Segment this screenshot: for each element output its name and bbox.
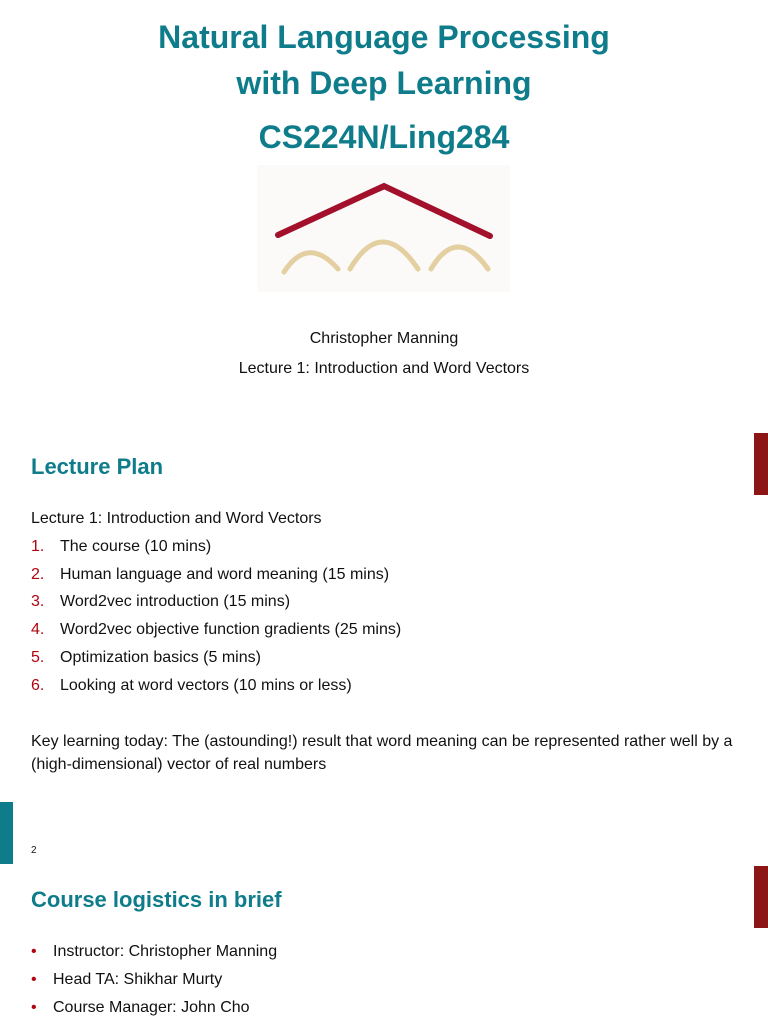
bullet-marker: • xyxy=(31,943,37,960)
plan-item xyxy=(31,564,389,586)
logo-roof xyxy=(278,186,490,236)
plan-item-text: Word2vec objective function gradients (25 mins) xyxy=(60,621,402,638)
lecture-plan-heading: Lecture Plan xyxy=(31,454,164,479)
logistics-item xyxy=(31,941,277,963)
author-name: Christopher Manning xyxy=(309,330,459,347)
course-title-line-1: Natural Language Processing xyxy=(158,19,610,55)
plan-item xyxy=(31,647,261,669)
plan-item-number: 6. xyxy=(31,677,45,694)
plan-item-number: 2. xyxy=(31,566,45,583)
logo-arch-graphic xyxy=(257,165,510,292)
plan-item-text: Human language and word meaning (15 mins) xyxy=(60,566,390,583)
lecture-subtitle: Lecture 1: Introduction and Word Vectors xyxy=(238,360,530,377)
bullet-marker: • xyxy=(31,971,37,988)
plan-item-number: 3. xyxy=(31,593,45,610)
course-code: CS224N/Ling284 xyxy=(258,119,510,155)
logistics-heading: Course logistics in brief xyxy=(31,887,282,912)
slide-accent-bar xyxy=(754,866,768,928)
stanford-logo xyxy=(257,165,510,292)
key-learning-text: Key learning today: The (astounding!) result that word meaning can be represented rather well by a (high-dimensional) vector of real numbers xyxy=(31,733,733,773)
plan-item xyxy=(31,536,211,558)
plan-item xyxy=(31,675,352,697)
logistics-item xyxy=(31,969,222,991)
plan-item-text: Looking at word vectors (10 mins or less) xyxy=(60,677,352,694)
title-slide xyxy=(0,0,768,420)
logistics-item-text: Instructor: Christopher Manning xyxy=(53,943,278,960)
slide-accent-bar xyxy=(754,433,768,495)
logistics-item xyxy=(31,997,250,1019)
plan-item-text: The course (10 mins) xyxy=(60,538,212,555)
plan-item-text: Optimization basics (5 mins) xyxy=(60,649,261,666)
logo-arch-center xyxy=(350,242,418,269)
plan-item-number: 1. xyxy=(31,538,45,555)
slide-accent-bar-left xyxy=(0,802,13,864)
logistics-item-text: Course Manager: John Cho xyxy=(53,999,250,1016)
bullet-marker: • xyxy=(31,999,37,1016)
plan-item-number: 4. xyxy=(31,621,45,638)
lecture-plan-intro: Lecture 1: Introduction and Word Vectors xyxy=(31,510,322,527)
logistics-item-text: Head TA: Shikhar Murty xyxy=(53,971,223,988)
plan-item-text: Word2vec introduction (15 mins) xyxy=(60,593,291,610)
plan-item-number: 5. xyxy=(31,649,45,666)
page-number: 2 xyxy=(31,845,37,856)
logo-arch-right xyxy=(431,247,488,269)
course-title-line-2: with Deep Learning xyxy=(236,65,532,101)
logo-arch-left xyxy=(284,253,338,272)
logo-roof-shadow xyxy=(279,188,384,233)
plan-item xyxy=(31,591,290,613)
plan-item xyxy=(31,619,401,641)
